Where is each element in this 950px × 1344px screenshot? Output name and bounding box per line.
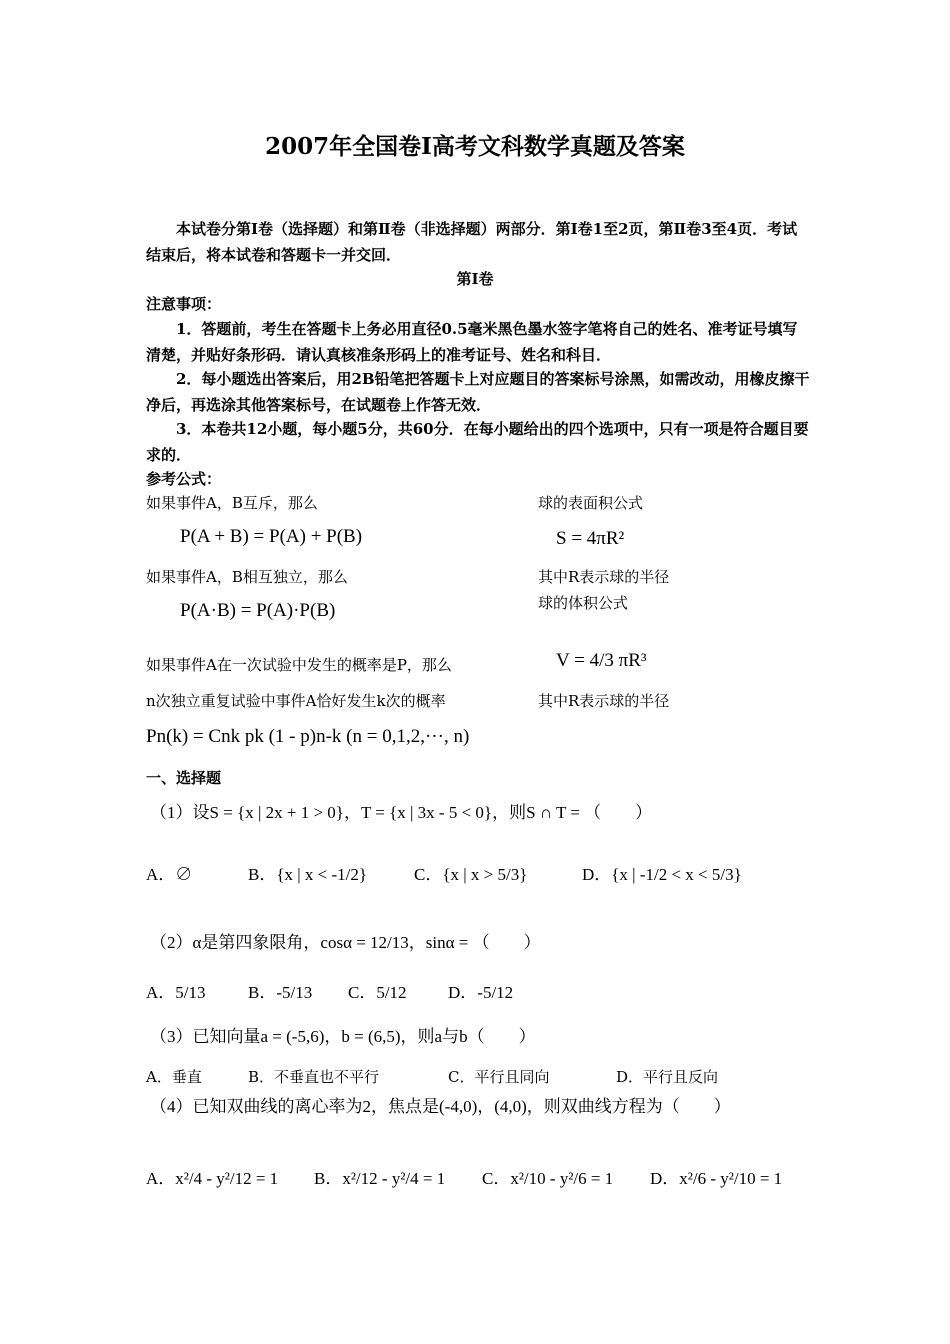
- formula-bernoulli-text1: 如果事件A在一次试验中发生的概率是P，那么: [146, 656, 452, 674]
- part-heading: 一、选择题: [146, 769, 222, 787]
- note-item: 3．本卷共12小题，每小题5分，共60分．在每小题给出的四个选项中，只有一项是符合题目要求的．: [146, 420, 809, 464]
- question-2-option-d[interactable]: D．-5/12: [448, 983, 514, 1002]
- formula-indep-eq: P(A·B) = P(A)·P(B): [180, 600, 336, 621]
- formula-mutex-text: 如果事件A，B互斥，那么: [146, 494, 318, 512]
- question-1-stem: （1）设S = {x | 2x + 1 > 0}，T = {x | 3x - 5 < 0}，则S ∩ T = （ ）: [150, 803, 653, 822]
- formula-sphere-vol-eq: V = 4/3 πR³: [556, 650, 647, 671]
- question-1-option-d[interactable]: D．{x | -1/2 < x < 5/3}: [582, 865, 742, 884]
- question-4-option-c[interactable]: C．x²/10 - y²/6 = 1: [482, 1169, 614, 1188]
- question-1-option-c[interactable]: C．{x | x > 5/3}: [414, 865, 528, 884]
- formula-indep-text: 如果事件A，B相互独立，那么: [146, 568, 348, 586]
- note-item: 1．答题前，考生在答题卡上务必用直径0.5毫米黑色墨水签字笔将自己的姓名、准考证号填写清楚，并贴好条形码．请认真核准条形码上的准考证号、姓名和科目．: [146, 320, 798, 364]
- question-2-stem: （2）α是第四象限角，cosα = 12/13，sinα = （ ）: [150, 933, 541, 952]
- formula-sphere-area-eq: S = 4πR²: [556, 528, 625, 549]
- formula-bernoulli-text2: n次独立重复试验中事件A恰好发生k次的概率: [146, 692, 446, 710]
- question-3-stem: （3）已知向量a = (-5,6)，b = (6,5)，则a与b（ ）: [150, 1027, 536, 1046]
- question-3-option-d[interactable]: D．平行且反向: [616, 1068, 719, 1086]
- question-4-stem: （4）已知双曲线的离心率为2，焦点是(-4,0)，(4,0)，则双曲线方程为（ ）: [150, 1097, 731, 1116]
- question-4-option-a[interactable]: A．x²/4 - y²/12 = 1: [146, 1169, 279, 1188]
- formula-radius-note-2: 其中R表示球的半径: [538, 692, 670, 710]
- question-2-option-c[interactable]: C．5/12: [348, 983, 407, 1002]
- question-4-option-b[interactable]: B．x²/12 - y²/4 = 1: [314, 1169, 446, 1188]
- formulas-heading: 参考公式：: [146, 470, 222, 488]
- formula-bernoulli-eq: Pn(k) = Cnk pk (1 - p)n-k (n = 0,1,2,···, n): [146, 726, 470, 747]
- section-title: 第Ⅰ卷: [456, 270, 494, 288]
- formula-mutex-eq: P(A + B) = P(A) + P(B): [180, 526, 363, 547]
- question-1-option-a[interactable]: A．∅: [146, 865, 193, 884]
- intro-paragraph: 本试卷分第Ⅰ卷（选择题）和第Ⅱ卷（非选择题）两部分．第Ⅰ卷1至2页，第Ⅱ卷3至4页．考试结束后，将本试卷和答题卡一并交回．: [146, 220, 798, 264]
- question-1-option-b[interactable]: B．{x | x < -1/2}: [248, 865, 368, 884]
- question-2-option-a[interactable]: A．5/13: [146, 983, 206, 1002]
- question-4-option-d[interactable]: D．x²/6 - y²/10 = 1: [650, 1169, 783, 1188]
- question-3-option-a[interactable]: A．垂直: [146, 1068, 202, 1086]
- page-title: 2007年全国卷Ⅰ高考文科数学真题及答案: [265, 133, 685, 160]
- formula-sphere-vol-text: 球的体积公式: [538, 594, 629, 612]
- question-3-option-b[interactable]: B．不垂直也不平行: [248, 1068, 380, 1086]
- question-2-option-b[interactable]: B．-5/13: [248, 983, 313, 1002]
- note-item: 2．每小题选出答案后，用2B铅笔把答题卡上对应题目的答案标号涂黑，如需改动，用橡皮擦干净后，再选涂其他答案标号，在试题卷上作答无效．: [146, 370, 810, 414]
- notes-heading: 注意事项：: [146, 295, 222, 313]
- formula-radius-note: 其中R表示球的半径: [538, 568, 670, 586]
- question-3-option-c[interactable]: C．平行且同向: [448, 1068, 550, 1086]
- formula-sphere-area-text: 球的表面积公式: [538, 494, 644, 512]
